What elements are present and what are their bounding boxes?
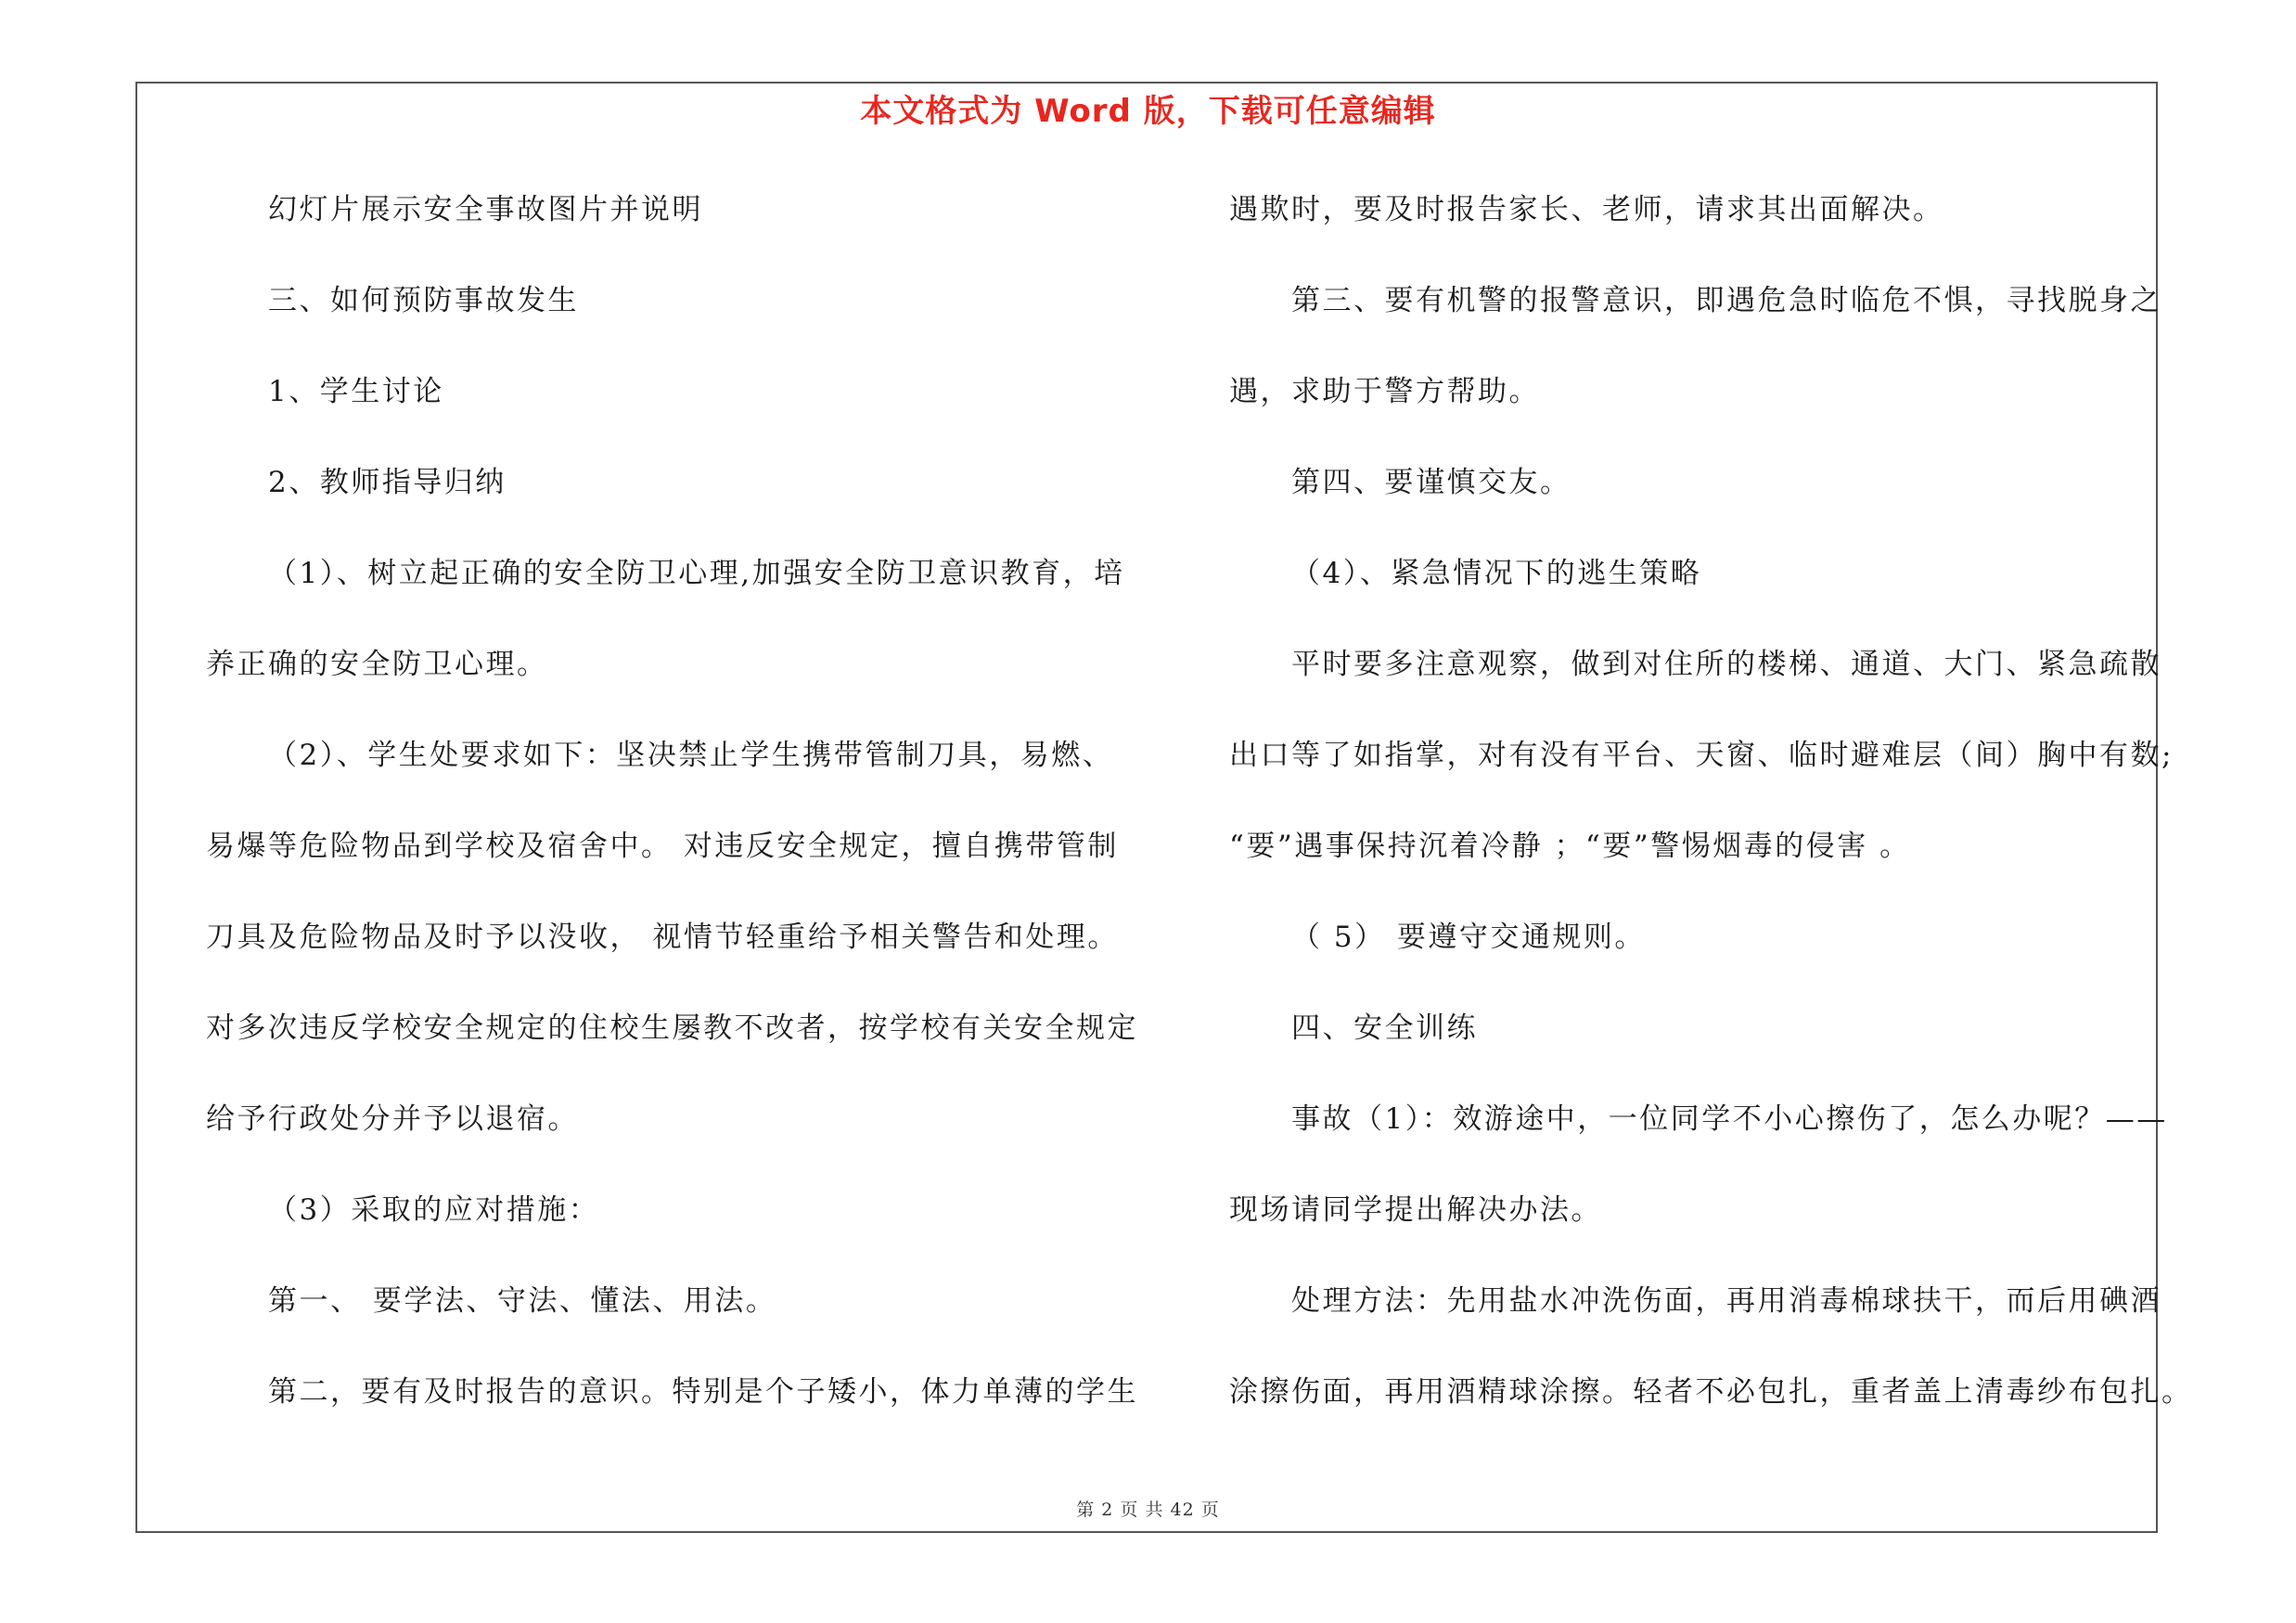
left-line: （3）采取的应对措施： (268, 1193, 600, 1227)
right-line: （4）、紧急情况下的逃生策略 (1291, 557, 1702, 590)
left-line: 易爆等危险物品到学校及宿舍中。 对违反安全规定，擅自携带管制 (206, 830, 1119, 863)
left-line: 第一、 要学法、守法、懂法、用法。 (268, 1284, 777, 1318)
right-line: 遇，求助于警方帮助。 (1229, 375, 1540, 408)
right-line: “要”遇事保持沉着冷静 ；“要”警惕烟毒的侵害 。 (1229, 830, 1911, 863)
left-line: （2）、学生处要求如下：坚决禁止学生携带管制刀具，易燃、 (268, 739, 1114, 772)
right-line: 涂擦伤面，再用酒精球涂擦。轻者不必包扎，重者盖上清毒纱布包扎。 (1229, 1375, 2193, 1409)
right-line: （ 5） 要遵守交通规则。 (1291, 921, 1646, 954)
right-line: 处理方法：先用盐水冲洗伤面，再用消毒棉球扶干，而后用碘酒 (1291, 1284, 2161, 1318)
left-line: （1）、树立起正确的安全防卫心理,加强安全防卫意识教育，培 (268, 557, 1125, 590)
document-header-title: 本文格式为 Word 版，下载可任意编辑 (860, 93, 1436, 130)
left-line: 三、如何预防事故发生 (268, 284, 579, 317)
right-line: 第四、要谨慎交友。 (1291, 466, 1571, 499)
left-line: 刀具及危险物品及时予以没收， 视情节轻重给予相关警告和处理。 (206, 921, 1119, 954)
right-line: 遇欺时，要及时报告家长、老师，请求其出面解决。 (1229, 193, 1944, 226)
right-line: 事故（1）：效游途中，一位同学不小心擦伤了，怎么办呢？—— (1291, 1102, 2168, 1136)
left-line: 对多次违反学校安全规定的住校生屡教不改者，按学校有关安全规定 (206, 1011, 1138, 1045)
page-number-footer: 第 2 页 共 42 页 (1076, 1500, 1220, 1520)
left-line: 1、学生讨论 (268, 375, 444, 408)
right-line: 第三、要有机警的报警意识，即遇危急时临危不惧，寻找脱身之 (1291, 284, 2161, 317)
left-line: 养正确的安全防卫心理。 (206, 648, 548, 681)
left-line: 给予行政处分并予以退宿。 (206, 1102, 579, 1136)
right-line: 出口等了如指掌，对有没有平台、天窗、临时避难层（间）胸中有数; (1229, 739, 2174, 772)
right-line: 现场请同学提出解决办法。 (1229, 1193, 1602, 1227)
left-line: 幻灯片展示安全事故图片并说明 (268, 193, 703, 226)
left-line: 2、教师指导归纳 (268, 466, 507, 499)
right-line: 四、安全训练 (1291, 1011, 1478, 1045)
right-line: 平时要多注意观察，做到对住所的楼梯、通道、大门、紧急疏散 (1291, 648, 2161, 681)
left-line: 第二，要有及时报告的意识。特别是个子矮小，体力单薄的学生 (268, 1375, 1138, 1409)
